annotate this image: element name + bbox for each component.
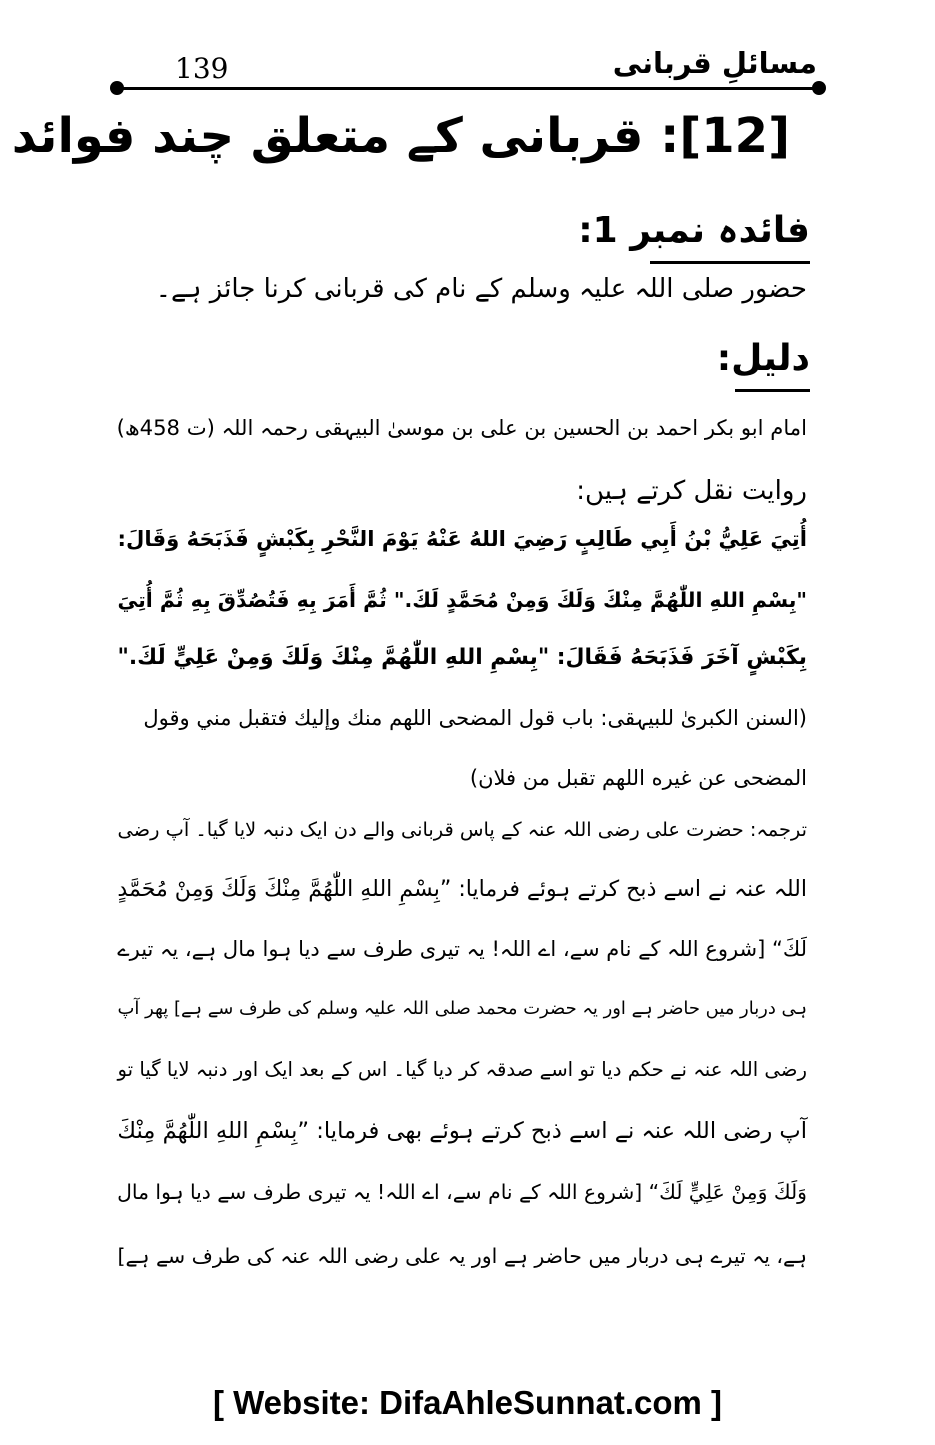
translation-line: رضی اللہ عنہ نے حکم دیا تو اسے صدقہ کر دیا گیا۔ اس کے بعد ایک اور دنبہ لایا گیا تو <box>117 1058 807 1081</box>
book-title: مسائلِ قربانی <box>612 46 817 80</box>
page-number: 139 <box>175 52 229 85</box>
header-rule-dot-right <box>812 81 826 95</box>
narration-line: روایت نقل کرتے ہیں: <box>576 476 807 506</box>
reference-line: (السنن الکبریٰ للبیہقی: باب قول المضحی اللهم منك وإليك فتقبل مني وقول <box>143 706 807 730</box>
translation-line: اللہ عنہ نے اسے ذبح کرتے ہوئے فرمایا: ”بِسْمِ اللهِ اللّٰهُمَّ مِنْكَ وَلَكَ وَمِنْ مُحَمَّدٍ <box>117 876 807 902</box>
chapter-title: [12]: قربانی کے متعلق چند فوائد <box>11 108 790 164</box>
arabic-hadith-line: بِكَبْشٍ آخَرَ فَذَبَحَهُ فَقَالَ: "بِسْمِ اللهِ اللّٰهُمَّ مِنْكَ وَلَكَ وَمِنْ عَلِيٍّ لَكَ." <box>117 645 807 670</box>
website-footer: [ Website: DifaAhleSunnat.com ] <box>212 1384 723 1421</box>
translation-line: وَلَكَ وَمِنْ عَلِيٍّ لَكَ“ [شروع اللہ کے نام سے، اے اللہ! یہ تیری طرف سے دیا ہوا مال <box>117 1180 807 1204</box>
header-rule <box>115 87 821 90</box>
translation-line: ہے، یہ تیرے ہی دربار میں حاضر ہے اور یہ علی رضی اللہ عنہ کی طرف سے ہے] <box>117 1244 807 1268</box>
narration-line: امام ابو بکر احمد بن الحسین بن علی بن موسیٰ البیہقی رحمہ اللہ (ت 458ھ) <box>116 415 807 440</box>
translation-line: ہی دربار میں حاضر ہے اور یہ حضرت محمد صلی اللہ علیہ وسلم کی طرف سے ہے] پھر آپ <box>117 998 807 1019</box>
benefit-heading: فائدہ نمبر 1: <box>650 210 810 264</box>
benefit-text: حضور صلی اللہ علیہ وسلم کے نام کی قربانی کرنا جائز ہے۔ <box>155 274 807 304</box>
translation-line: ترجمہ: حضرت علی رضی اللہ عنہ کے پاس قربانی والے دن ایک دنبہ لایا گیا۔ آپ رضی <box>117 818 807 841</box>
reference-line: المضحی عن غيره اللهم تقبل من فلان) <box>469 766 807 790</box>
arabic-hadith-line: أُتِيَ عَلِيُّ بْنُ أَبِي طَالِبٍ رَضِيَ اللهُ عَنْهُ يَوْمَ النَّحْرِ بِكَبْشٍ فَذَبَحَهُ وَقَالَ: <box>117 526 807 551</box>
translation-line: لَكَ“ [شروع اللہ کے نام سے، اے اللہ! یہ تیری طرف سے دیا ہوا مال ہے، یہ تیرے <box>117 936 807 961</box>
translation-line: آپ رضی اللہ عنہ نے اسے ذبح کرتے ہوئے بھی فرمایا: ”بِسْمِ اللهِ اللّٰهُمَّ مِنْكَ <box>117 1118 807 1144</box>
arabic-hadith-line: "بِسْمِ اللهِ اللّٰهُمَّ مِنْكَ وَلَكَ وَمِنْ مُحَمَّدٍ لَكَ." ثُمَّ أَمَرَ بِهِ فَتُصُدِّقَ بِهِ ثُمَّ أُتِيَ <box>117 588 807 612</box>
evidence-heading: دلیل: <box>735 338 810 392</box>
header-rule-dot-left <box>110 81 124 95</box>
